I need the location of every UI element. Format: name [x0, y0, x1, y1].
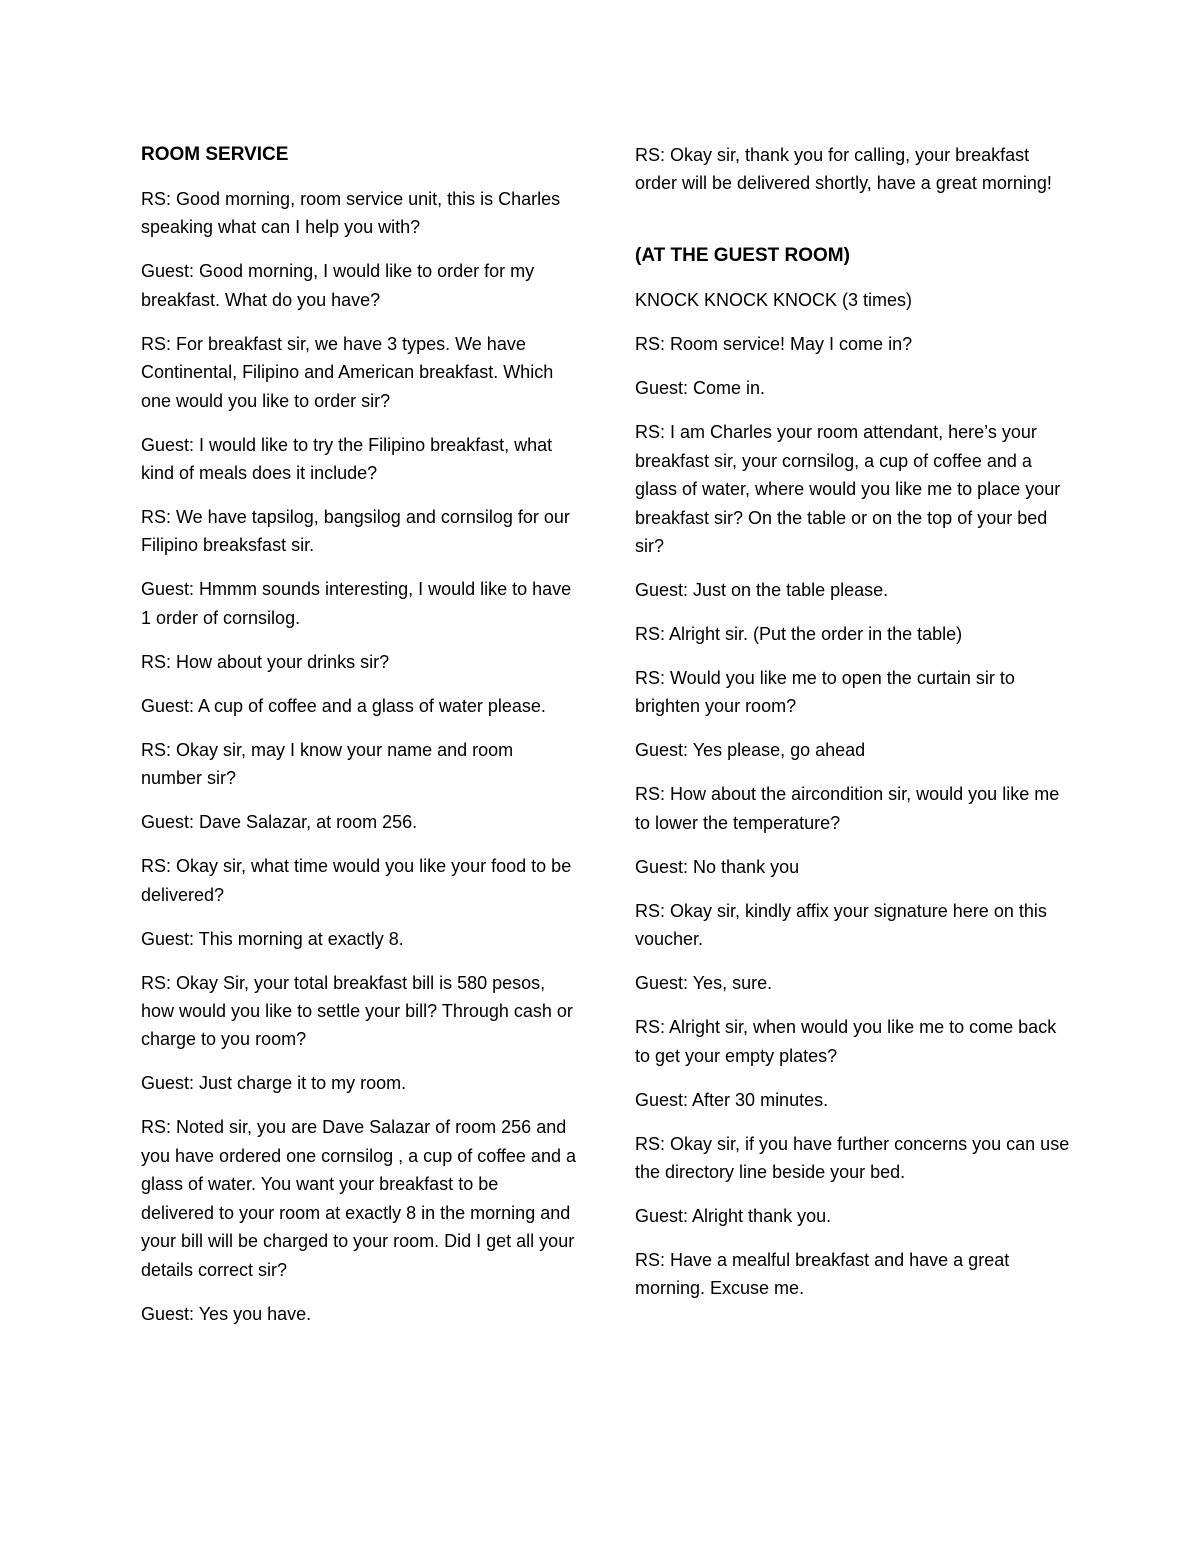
- dialogue-line: RS: Okay sir, may I know your name and room number sir?: [141, 739, 514, 789]
- dialogue-line: Guest: Good morning, I would like to order for my breakfast. What do you have?: [141, 261, 535, 310]
- dialogue-line: Guest: I would like to try the Filipino breakfast, what kind of meals does it include?: [141, 434, 553, 484]
- section-gap: [635, 213, 1075, 242]
- dialogue-line: RS: Would you like me to open the curtain sir to brighten your room?: [635, 668, 1015, 717]
- dialogue-line: Guest: Come in.: [635, 378, 766, 399]
- dialogue-line: RS: We have tapsilog, bangsilog and cornsilog for our Filipino breaksfast sir.: [141, 507, 570, 556]
- dialogue-line: RS: How about your drinks sir?: [141, 651, 390, 672]
- dialogue-line: Guest: Alright thank you.: [635, 1206, 832, 1227]
- dialogue-line: RS: Noted sir, you are Dave Salazar of room 256 and you have ordered one cornsilog , a cup of coffee and a glass of water. You want your breakfast to be delivered to your room at exactly 8 in the morning and your bill will be charged to your room. Did I get all your details correct sir?: [141, 1117, 576, 1280]
- section-title: (AT THE GUEST ROOM): [635, 245, 850, 267]
- dialogue-line: RS: Room service! May I come in?: [635, 334, 913, 355]
- dialogue-line: RS: Okay sir, kindly affix your signature here on this voucher.: [635, 900, 1047, 950]
- dialogue-line: Guest: Hmmm sounds interesting, I would like to have 1 order of cornsilog.: [141, 579, 572, 628]
- dialogue-line: Guest: Yes you have.: [141, 1303, 312, 1324]
- right-column: [635, 141, 1075, 1318]
- dialogue-line: RS: Have a mealful breakfast and have a great morning. Excuse me.: [635, 1250, 1010, 1299]
- dialogue-line: Guest: Yes, sure.: [635, 973, 773, 994]
- dialogue-line: RS: How about the aircondition sir, would you like me to lower the temperature?: [635, 784, 1060, 833]
- dialogue-line: RS: Okay sir, if you have further concerns you can use the directory line beside your bed.: [635, 1133, 1070, 1183]
- dialogue-line: RS: Okay sir, thank you for calling, your breakfast order will be delivered shortly, have a great morning!: [635, 145, 1052, 194]
- dialogue-line: RS: Okay Sir, your total breakfast bill is 580 pesos, how would you like to settle your bill? Through cash or charge to you room?: [141, 972, 573, 1050]
- dialogue-line: Guest: Just on the table please.: [635, 580, 889, 601]
- dialogue-line: Guest: Dave Salazar, at room 256.: [141, 812, 418, 833]
- dialogue-line: RS: Okay sir, what time would you like your food to be delivered?: [141, 856, 572, 905]
- dialogue-line: Guest: No thank you: [635, 856, 800, 877]
- dialogue-line: Guest: Yes please, go ahead: [635, 740, 866, 761]
- dialogue-line: Guest: A cup of coffee and a glass of water please.: [141, 695, 546, 716]
- dialogue-line: RS: For breakfast sir, we have 3 types. We have Continental, Filipino and American breakfast. Which one would you like to order sir?: [141, 333, 554, 411]
- dialogue-line: RS: Alright sir, when would you like me to come back to get your empty plates?: [635, 1017, 1057, 1066]
- dialogue-line: KNOCK KNOCK KNOCK (3 times): [635, 290, 913, 311]
- dialogue-line: Guest: After 30 minutes.: [635, 1089, 829, 1110]
- dialogue-line: RS: Alright sir. (Put the order in the table): [635, 624, 963, 645]
- section-title: ROOM SERVICE: [141, 144, 289, 165]
- left-column: [141, 141, 576, 1344]
- dialogue-line: RS: I am Charles your room attendant, here’s your breakfast sir, your cornsilog, a cup of coffee and a glass of water, where would you like me to place your breakfast sir? On the table or on the top of your bed sir?: [635, 422, 1061, 557]
- dialogue-line: RS: Good morning, room service unit, this is Charles speaking what can I help you with?: [141, 189, 561, 238]
- dialogue-line: Guest: This morning at exactly 8.: [141, 928, 404, 949]
- dialogue-line: Guest: Just charge it to my room.: [141, 1073, 407, 1094]
